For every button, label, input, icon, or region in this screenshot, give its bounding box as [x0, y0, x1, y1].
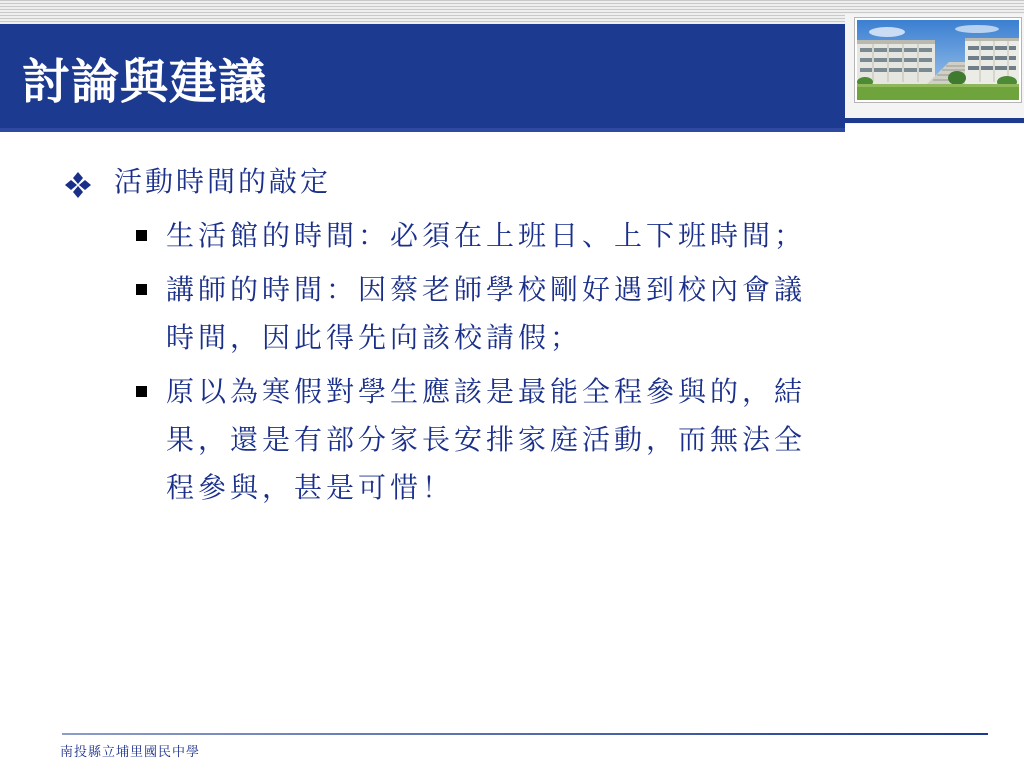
- footer-school-name: 南投縣立埔里國民中學: [60, 745, 201, 760]
- sub-bullet-line: 講師的時間：因蔡老師學校剛好遇到校內會議: [166, 273, 807, 306]
- school-building-photo: [855, 18, 1021, 102]
- title-bar: [0, 24, 845, 132]
- sub-bullet-item: [166, 212, 966, 260]
- main-bullet-text: 活動時間的敲定: [114, 165, 332, 198]
- sub-bullet-line: 時間，因此得先向該校請假；: [166, 321, 583, 354]
- black-square-icon: [136, 386, 147, 397]
- main-bullet: [62, 160, 967, 204]
- sub-bullet-line: 生活館的時間：必須在上班日、上下班時間；: [166, 219, 807, 252]
- sub-bullet-line: 果，還是有部分家長安排家庭活動，而無法全: [166, 423, 807, 456]
- black-square-icon: [136, 284, 147, 295]
- sub-bullet-line: 程參與，甚是可惜！: [166, 471, 455, 504]
- sub-bullet-line: 原以為寒假對學生應該是最能全程參與的，結: [166, 375, 807, 408]
- sub-bullet-item: [166, 266, 966, 362]
- footer-divider: [62, 733, 988, 735]
- four-diamond-icon: [64, 168, 92, 196]
- black-square-icon: [136, 230, 147, 241]
- photo-underline: [845, 118, 1024, 123]
- sub-bullet-list: [62, 212, 967, 512]
- slide-title: 討論與建議: [22, 54, 268, 110]
- slide-body: [62, 160, 967, 518]
- sub-bullet-item: [166, 368, 966, 512]
